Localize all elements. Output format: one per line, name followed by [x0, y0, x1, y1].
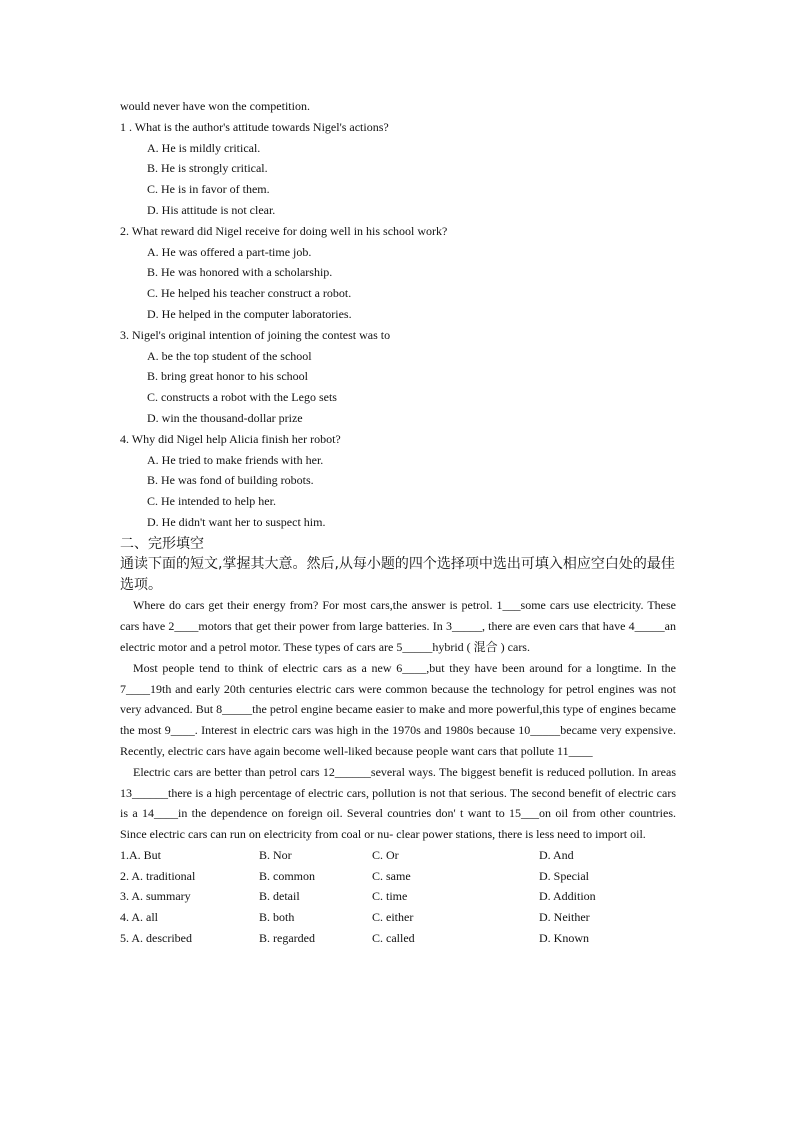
choice-b: B. detail	[259, 889, 300, 904]
question-1	[120, 117, 676, 221]
choice-c: C. time	[372, 889, 408, 904]
option-a: A. He was offered a part-time job.	[147, 244, 312, 259]
choices-table	[120, 845, 676, 949]
choice-d: D. Addition	[539, 889, 596, 904]
choice-b: B. both	[259, 910, 295, 925]
option-a: A. He tried to make friends with her.	[147, 452, 324, 467]
option-b: B. He was fond of building robots.	[147, 473, 314, 488]
choice-b: B. regarded	[259, 931, 315, 946]
option-a: A. be the top student of the school	[147, 348, 312, 363]
question-stem: 2. What reward did Nigel receive for doing well in his school work?	[120, 223, 448, 238]
option-b: B. He is strongly critical.	[147, 161, 268, 176]
choice-b: B. common	[259, 868, 315, 883]
choice-b: B. Nor	[259, 847, 292, 862]
option-c: C. He is in favor of them.	[147, 182, 270, 197]
choice-d: D. Neither	[539, 910, 590, 925]
choice-a: 1.A. But	[120, 847, 162, 862]
choice-row	[120, 907, 676, 928]
option-d: D. He helped in the computer laboratories.	[147, 306, 352, 321]
choice-row	[120, 886, 676, 907]
question-3	[120, 325, 676, 429]
question-2	[120, 221, 676, 325]
choice-a: 3. A. summary	[120, 889, 191, 904]
choice-row	[120, 866, 676, 887]
choice-c: C. called	[372, 931, 415, 946]
choice-d: D. Known	[539, 931, 589, 946]
choice-a: 5. A. described	[120, 931, 192, 946]
question-stem: 3. Nigel's original intention of joining the contest was to	[120, 327, 391, 342]
passage-paragraph-1: Where do cars get their energy from? For most cars,the answer is petrol. 1___some cars use electricity. These cars have 2____motors that get their power from large batteries. In 3_____, there are even cars that have 4_____an electric motor and a petrol motor. These types of cars are 5_____hybrid ( 混合 ) cars.	[120, 598, 676, 654]
choice-row	[120, 928, 676, 949]
choice-d: D. Special	[539, 868, 589, 883]
lead-line: would never have won the competition.	[120, 99, 310, 113]
choice-a: 2. A. traditional	[120, 868, 196, 883]
option-a: A. He is mildly critical.	[147, 140, 261, 155]
choice-c: C. either	[372, 910, 414, 925]
option-d: D. His attitude is not clear.	[147, 202, 276, 217]
option-b: B. bring great honor to his school	[147, 369, 308, 384]
question-4	[120, 429, 676, 533]
option-c: C. constructs a robot with the Lego sets	[147, 390, 337, 405]
section-instruction: 通读下面的短文,掌握其大意。然后,从每小题的四个选择项中选出可填入相应空白处的最佳选项。	[120, 555, 675, 593]
option-d: D. win the thousand-dollar prize	[147, 410, 303, 425]
passage-paragraph-2: Most people tend to think of electric cars as a new 6____,but they have been around for a longtime. In the 7____19th and early 20th centuries electric cars were common because the technology for petrol engines was not very advanced. But 8_____the petrol engine became easier to make and more powerful,this type of engines became the most 9____. Interest in electric cars was high in the 1970s and 1980s because 10_____became very expensive. Recently, electric cars have again become well-liked because people want cars that pollute 11____	[120, 660, 676, 758]
document-page	[120, 96, 676, 949]
question-stem: 1 . What is the author's attitude towards Nigel's actions?	[120, 119, 389, 134]
choice-c: C. same	[372, 868, 411, 883]
option-c: C. He helped his teacher construct a robot.	[147, 286, 352, 301]
option-d: D. He didn't want her to suspect him.	[147, 514, 326, 529]
question-stem: 4. Why did Nigel help Alicia finish her robot?	[120, 431, 341, 446]
choice-a: 4. A. all	[120, 910, 158, 925]
option-b: B. He was honored with a scholarship.	[147, 265, 333, 280]
option-c: C. He intended to help her.	[147, 494, 276, 509]
section-title: 二、完形填空	[120, 535, 204, 552]
passage-paragraph-3: Electric cars are better than petrol cars 12______several ways. The biggest benefit is reduced pollution. In areas 13______there is a high percentage of electric cars, pollution is not that serious. The second benefit of electric cars is a 14____in the dependence on foreign oil. Several countries don' t want to 15___on oil from other countries. Since electric cars can run on electricity from coal or nu- clear power stations, there is less need to import oil.	[120, 764, 676, 842]
choice-d: D. And	[539, 847, 574, 862]
choice-row	[120, 845, 676, 866]
choice-c: C. Or	[372, 847, 399, 862]
